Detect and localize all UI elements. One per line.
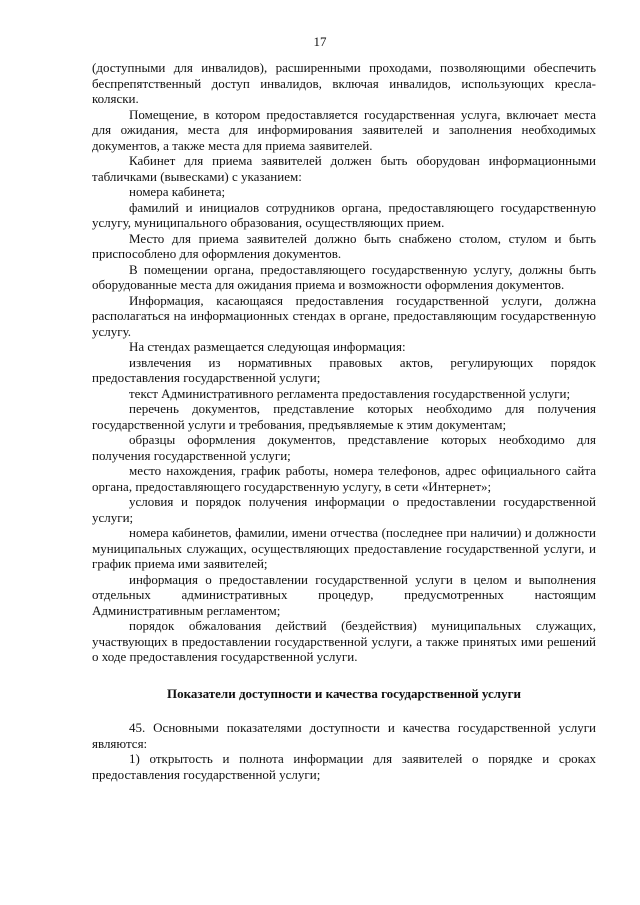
paragraphs-top [92, 60, 596, 665]
paragraph: Информация, касающаяся предоставления государственной услуги, должна располагаться на информационных стендах в органе, предоставляющим государственную услугу. [92, 292, 596, 339]
paragraph: образцы оформления документов, представление которых необходимо для получения государственной услуги; [92, 432, 596, 463]
document-body [92, 60, 596, 782]
paragraphs-bottom [92, 720, 596, 782]
paragraph: Место для приема заявителей должно быть снабжено столом, стулом и быть приспособлено для оформления документов. [92, 230, 596, 261]
paragraph: извлечения из нормативных правовых актов, регулирующих порядок предоставления государственной услуги; [92, 354, 596, 385]
paragraph: условия и порядок получения информации о предоставлении государственной услуги; [92, 494, 596, 525]
paragraph: В помещении органа, предоставляющего государственную услугу, должны быть оборудованные места для ожидания приема и возможности оформления документов. [92, 261, 596, 292]
paragraph: место нахождения, график работы, номера телефонов, адрес официального сайта органа, предоставляющего государственную услугу, в сети «Интернет»; [92, 463, 596, 494]
paragraph: 45. Основными показателями доступности и качества государственной услуги являются: [92, 720, 596, 751]
paragraph: текст Административного регламента предоставления государственной услуги; [129, 385, 571, 401]
paragraph: На стендах размещается следующая информация: [129, 339, 406, 354]
paragraph: порядок обжалования действий (бездействия) муниципальных служащих, участвующих в предоставлении государственной услуги, а также принятых ими решений о ходе предоставления государственной услуги. [92, 618, 596, 664]
paragraph: фамилий и инициалов сотрудников органа, предоставляющего государственную услугу, муниципального образования, осуществляющих прием. [92, 199, 596, 230]
paragraph: Кабинет для приема заявителей должен быть оборудован информационными табличками (вывесками) с указанием: [92, 153, 596, 184]
page-number: 17 [313, 34, 327, 49]
paragraph: (доступными для инвалидов), расширенными проходами, позволяющими обеспечить беспрепятственный доступ инвалидов, включая инвалидов, использующих кресла-коляски. [92, 60, 596, 106]
paragraph: Помещение, в котором предоставляется государственная услуга, включает места для ожидания, места для информирования заявителей и заполнения необходимых документов, а также места для приема заявителей. [92, 106, 596, 153]
paragraph: 1) открытость и полнота информации для заявителей о порядке и сроках предоставления государственной услуги; [92, 751, 596, 782]
paragraph: номера кабинетов, фамилии, имени отчества (последнее при наличии) и должности муниципальных служащих, осуществляющих предоставление государственной услуги, и график приема ими заявителей; [92, 525, 596, 571]
paragraph: информация о предоставлении государственной услуги в целом и выполнения отдельных административных процедур, предусмотренных настоящим Административным регламентом; [92, 571, 596, 618]
section-heading: Показатели доступности и качества государственной услуги [166, 685, 521, 701]
paragraph: перечень документов, представление которых необходимо для получения государственной услуги и требования, предъявляемые к этим документам; [92, 401, 596, 432]
paragraph: номера кабинета; [129, 184, 226, 199]
